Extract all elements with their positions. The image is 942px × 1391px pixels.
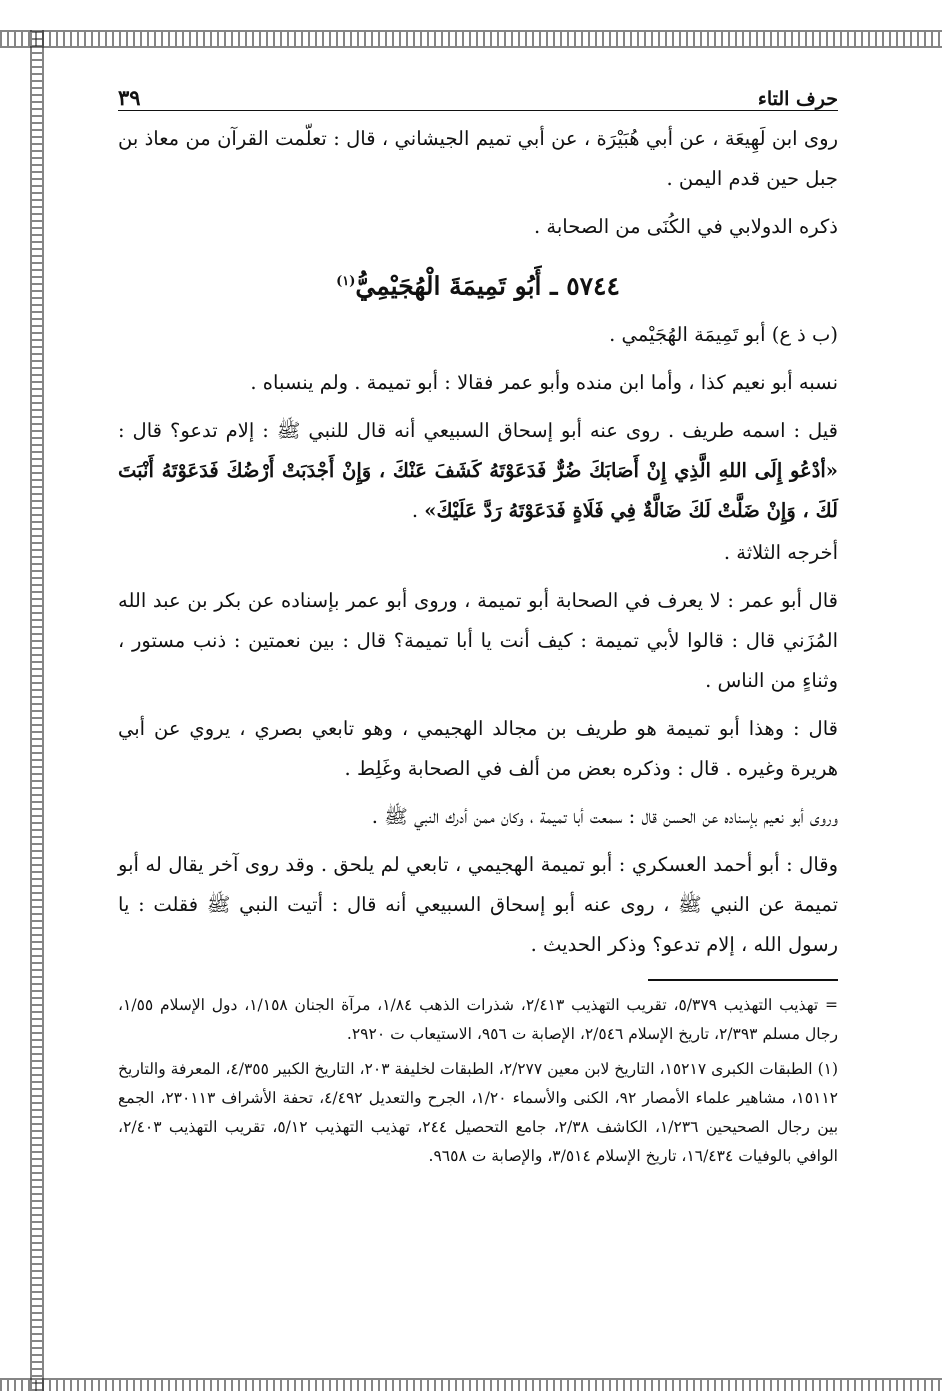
paragraph-2: ذكره الدولابي في الكُنَى من الصحابة . bbox=[534, 215, 838, 238]
paragraph-5-intro: قيل : اسمه طريف . روى عنه أبو إسحاق السبيعي أنه قال للنبي ﷺ : إلام تدعو؟ قال : bbox=[118, 419, 838, 443]
paragraph-5 bbox=[118, 411, 838, 531]
paragraph-5-end: . bbox=[411, 499, 425, 523]
page-content bbox=[118, 70, 838, 1177]
paragraph-6: أخرجه الثلاثة . bbox=[723, 541, 838, 565]
decorative-border-top bbox=[0, 30, 942, 48]
decorative-border-bottom bbox=[0, 1378, 942, 1391]
footnote-1: (١) الطبقات الكبرى ١٥٢١٧، التاريخ لابن معين ٢/٢٧٧، الطبقات لخليفة ٢٠٣، التاريخ الكبير ٤/٣٥٥، المعرفة والتاريخ ١٥١١٢، مشاهير علماء الأمصار ٩٢، الكنى والأسماء ١/٢٠، الجرح والتعديل ٤/٤٩٢، تحفة الأشراف ٢٣٠١١٣، الجمع بين رجال الصحيحين ١/٢٣٦، الكاشف ٢/٣٨، جامع التحصيل ٢٤٤، تهذيب التهذيب ٥/١٢، تقريب التهذيب ٢/٤٠٣، الوافي بالوفيات ١٦/٤٣٤، تاريخ الإسلام ٣/٥١٤، والإصابة ت ٩٦٥٨. bbox=[118, 1059, 839, 1165]
hadith-quote: «أدْعُو إِلَى اللهِ الَّذِي إِنْ أَصَابَكَ ضُرٌّ فَدَعَوْتَهُ كَشَفَ عَنْكَ ، وَإِنْ أَجْدَبَتْ أَرْضُكَ فَدَعَوْتَهُ أَنْبَتَ لَكَ ، وَإِنْ ضَلَّتْ لَكَ ضَالَّةٌ فِي فَلَاةٍ فَدَعَوْتَهُ رَدَّ عَلَيْكَ» bbox=[118, 459, 838, 523]
decorative-border-left bbox=[30, 30, 44, 1391]
footnote-continuation: = تهذيب التهذيب ٥/٣٧٩، تقريب التهذيب ٢/٤١٣، شذرات الذهب ١/٨٤، مرآة الجنان ١/١٥٨، دول الإسلام ١/٥٥، رجال مسلم ٢/٣٩٣، تاريخ الإسلام ٢/٥٤٦، الإصابة ت ٩٥٦، الاستيعاب ت ٢٩٢٠. bbox=[118, 995, 838, 1043]
page-number: ٣٩ bbox=[118, 85, 141, 110]
paragraph-4: نسبه أبو نعيم كذا ، وأما ابن منده وأبو عمر فقالا : أبو تميمة . ولم ينسباه . bbox=[250, 371, 838, 395]
footnote-separator bbox=[648, 979, 838, 980]
section-title: حرف التاء bbox=[757, 88, 838, 110]
entry-title-text: ٥٧٤٤ ـ أَبُو تَمِيمَةَ الْهُجَيْمِيُّ bbox=[355, 271, 620, 301]
paragraph-9: وروى أبو نعيم بإسناده عن الحسن قال : سمعت أبا تميمة ، وكان ممن أدرك النبي ﷺ . bbox=[371, 805, 838, 829]
paragraph-8: قال : وهذا أبو تميمة هو طريف بن مجالد الهجيمي ، وهو تابعي بصري ، يروي عن أبي هريرة وغيره . قال : وذكره بعض من ألف في الصحابة وغَلِط . bbox=[118, 717, 838, 781]
entry-heading bbox=[118, 259, 838, 309]
paragraph-10: وقال : أبو أحمد العسكري : أبو تميمة الهجيمي ، تابعي لم يلحق . وقد روى آخر يقال له أبو تميمة عن النبي ﷺ ، روى عنه أبو إسحاق السبيعي أنه قال : أتيت النبي ﷺ فقلت : يا رسول الله ، إلام تدعو؟ وذكر الحديث . bbox=[118, 853, 838, 957]
paragraph-7: قال أبو عمر : لا يعرف في الصحابة أبو تميمة ، وروى أبو عمر بإسناده عن بكر بن عبد الله المُزَني قال : قالوا لأبي تميمة : كيف أنت يا أبا تميمة؟ قال : بين نعمتين : ذنب مستور ، وثناءٍ من الناس . bbox=[118, 589, 838, 693]
running-header bbox=[118, 70, 838, 111]
paragraph-1: روى ابن لَهِيعَة ، عن أبي هُبَيْرَة ، عن أبي تميم الجيشاني ، قال : تعلّمت القرآن من معاذ بن جبل حين قدم اليمن . bbox=[118, 127, 838, 190]
paragraph-3: (ب ذ ع) أبو تَمِيمَة الهُجَيْمي . bbox=[609, 323, 838, 347]
entry-footnote-marker: (١) bbox=[336, 274, 356, 289]
